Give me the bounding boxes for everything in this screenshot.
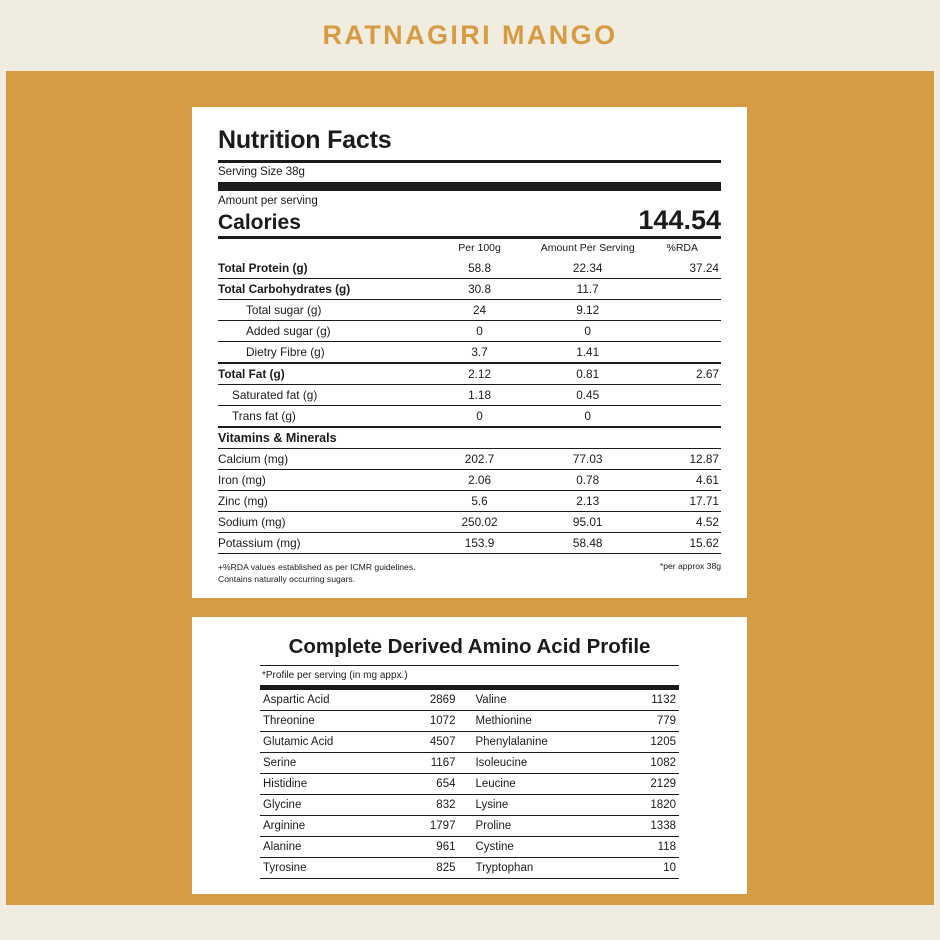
amino-acid-subtitle: *Profile per serving (in mg appx.)	[260, 665, 679, 690]
col-header-per-serving: Amount Per Serving	[540, 242, 635, 254]
amino-acid-subtitle-wrap	[218, 665, 721, 690]
row-per-100g: 2.06	[429, 470, 530, 491]
amino-name-left: Glutamic Acid	[260, 732, 373, 753]
amino-value-right: 1205	[591, 732, 679, 753]
amino-value-right: 1820	[591, 795, 679, 816]
nutrition-footnotes	[218, 554, 721, 586]
row-per-serving: 11.7	[530, 279, 646, 300]
table-row	[218, 279, 721, 300]
row-rda: 17.71	[646, 491, 721, 512]
table-row	[218, 300, 721, 321]
amino-name-right: Cystine	[469, 837, 591, 858]
footnote-sugars: Contains naturally occurring sugars.	[218, 574, 356, 585]
amino-value-left: 1167	[373, 753, 469, 774]
nutrition-table	[218, 239, 721, 554]
table-row	[260, 690, 679, 711]
nutrition-facts-card	[192, 107, 747, 598]
row-rda	[646, 321, 721, 342]
col-header-name	[218, 239, 429, 258]
amino-value-left: 654	[373, 774, 469, 795]
product-title: RATNAGIRI MANGO	[322, 20, 618, 50]
table-row	[260, 795, 679, 816]
row-label: Total Carbohydrates (g)	[218, 279, 429, 300]
amino-name-left: Arginine	[260, 816, 373, 837]
amino-name-left: Histidine	[260, 774, 373, 795]
amino-name-left: Tyrosine	[260, 858, 373, 879]
table-row	[218, 258, 721, 279]
row-rda	[646, 300, 721, 321]
amino-value-right: 1082	[591, 753, 679, 774]
table-row	[260, 837, 679, 858]
table-row	[260, 816, 679, 837]
table-row	[260, 753, 679, 774]
row-per-serving: 0.45	[530, 385, 646, 406]
amino-acid-table	[260, 690, 679, 879]
amino-name-right: Proline	[469, 816, 591, 837]
table-row	[218, 449, 721, 470]
amount-per-serving-label: Amount per serving	[218, 195, 318, 207]
amino-value-right: 1132	[591, 690, 679, 711]
row-rda: 37.24	[646, 258, 721, 279]
row-label: Potassium (mg)	[218, 533, 429, 554]
nutrition-facts-title: Nutrition Facts	[218, 126, 392, 154]
row-per-serving: 2.13	[530, 491, 646, 512]
row-label: Calcium (mg)	[218, 449, 429, 470]
row-per-serving: 0	[530, 406, 646, 428]
row-label: Total sugar (g)	[218, 300, 429, 321]
row-rda: 15.62	[646, 533, 721, 554]
row-per-100g: 30.8	[429, 279, 530, 300]
row-per-serving: 58.48	[530, 533, 646, 554]
row-per-serving: 1.41	[530, 342, 646, 364]
amino-name-right: Lysine	[469, 795, 591, 816]
amino-name-left: Aspartic Acid	[260, 690, 373, 711]
footnote-left	[218, 561, 416, 586]
row-per-serving: 0	[530, 321, 646, 342]
amino-name-left: Glycine	[260, 795, 373, 816]
table-row	[218, 470, 721, 491]
nutrition-table-head	[218, 239, 721, 258]
row-per-100g: 202.7	[429, 449, 530, 470]
amino-value-right: 2129	[591, 774, 679, 795]
table-row	[218, 491, 721, 512]
row-per-serving: 0.81	[530, 363, 646, 385]
table-row	[260, 774, 679, 795]
row-label: Dietry Fibre (g)	[218, 342, 429, 364]
row-per-100g: 153.9	[429, 533, 530, 554]
amino-name-right: Valine	[469, 690, 591, 711]
row-label: Added sugar (g)	[218, 321, 429, 342]
table-row	[218, 385, 721, 406]
row-rda: 4.52	[646, 512, 721, 533]
table-row	[260, 858, 679, 879]
calories-label: Calories	[218, 210, 301, 234]
table-row	[218, 363, 721, 385]
row-label: Sodium (mg)	[218, 512, 429, 533]
row-per-100g: 0	[429, 321, 530, 342]
table-row	[218, 406, 721, 428]
amino-value-right: 779	[591, 711, 679, 732]
header-band	[0, 0, 940, 71]
row-per-100g: 3.7	[429, 342, 530, 364]
row-rda	[646, 342, 721, 364]
row-per-serving: 22.34	[530, 258, 646, 279]
table-row	[218, 533, 721, 554]
amino-value-left: 1072	[373, 711, 469, 732]
footnote-per-serving: *per approx 38g	[659, 561, 721, 571]
table-header-row	[218, 239, 721, 258]
vitamins-minerals-header-row	[218, 427, 721, 449]
amino-acid-card	[192, 617, 747, 894]
amino-value-right: 118	[591, 837, 679, 858]
vitamins-minerals-header: Vitamins & Minerals	[218, 427, 721, 449]
footnote-rda: +%RDA values established as per ICMR guidelines.	[218, 562, 416, 572]
amino-name-right: Isoleucine	[469, 753, 591, 774]
amino-acid-table-body	[260, 690, 679, 879]
table-row	[218, 321, 721, 342]
row-rda	[646, 279, 721, 300]
row-rda	[646, 385, 721, 406]
row-per-serving: 77.03	[530, 449, 646, 470]
table-row	[218, 342, 721, 364]
amino-value-left: 1797	[373, 816, 469, 837]
row-label: Saturated fat (g)	[218, 385, 429, 406]
table-row	[260, 732, 679, 753]
table-row	[260, 711, 679, 732]
col-header-rda: %RDA	[666, 242, 699, 254]
col-header-per-100g: Per 100g	[458, 242, 501, 254]
row-per-serving: 0.78	[530, 470, 646, 491]
calories-value: 144.54	[638, 205, 721, 235]
footer-band	[0, 905, 940, 940]
row-per-serving: 95.01	[530, 512, 646, 533]
row-per-serving: 9.12	[530, 300, 646, 321]
amino-name-left: Alanine	[260, 837, 373, 858]
right-border-strip	[934, 71, 940, 905]
amino-name-left: Serine	[260, 753, 373, 774]
left-border-strip	[0, 71, 6, 905]
row-label: Iron (mg)	[218, 470, 429, 491]
row-per-100g: 0	[429, 406, 530, 428]
amino-name-right: Tryptophan	[469, 858, 591, 879]
amino-name-right: Phenylalanine	[469, 732, 591, 753]
amino-value-left: 4507	[373, 732, 469, 753]
amino-name-left: Threonine	[260, 711, 373, 732]
nutrition-table-body	[218, 258, 721, 554]
row-label: Total Fat (g)	[218, 363, 429, 385]
amino-acid-title: Complete Derived Amino Acid Profile	[288, 635, 651, 658]
divider-thick	[218, 182, 721, 191]
row-per-100g: 58.8	[429, 258, 530, 279]
amino-value-left: 832	[373, 795, 469, 816]
row-label: Trans fat (g)	[218, 406, 429, 428]
amino-value-left: 825	[373, 858, 469, 879]
row-label: Zinc (mg)	[218, 491, 429, 512]
row-rda: 2.67	[646, 363, 721, 385]
row-rda: 4.61	[646, 470, 721, 491]
calories-row	[218, 207, 721, 236]
table-row	[218, 512, 721, 533]
row-per-100g: 250.02	[429, 512, 530, 533]
amino-value-right: 1338	[591, 816, 679, 837]
row-label: Total Protein (g)	[218, 258, 429, 279]
row-rda	[646, 406, 721, 428]
amino-name-right: Methionine	[469, 711, 591, 732]
amino-value-left: 2869	[373, 690, 469, 711]
amino-value-right: 10	[591, 858, 679, 879]
row-per-100g: 24	[429, 300, 530, 321]
amino-name-right: Leucine	[469, 774, 591, 795]
row-per-100g: 1.18	[429, 385, 530, 406]
amino-value-left: 961	[373, 837, 469, 858]
row-per-100g: 2.12	[429, 363, 530, 385]
row-per-100g: 5.6	[429, 491, 530, 512]
serving-size: Serving Size 38g	[218, 166, 305, 178]
row-rda: 12.87	[646, 449, 721, 470]
